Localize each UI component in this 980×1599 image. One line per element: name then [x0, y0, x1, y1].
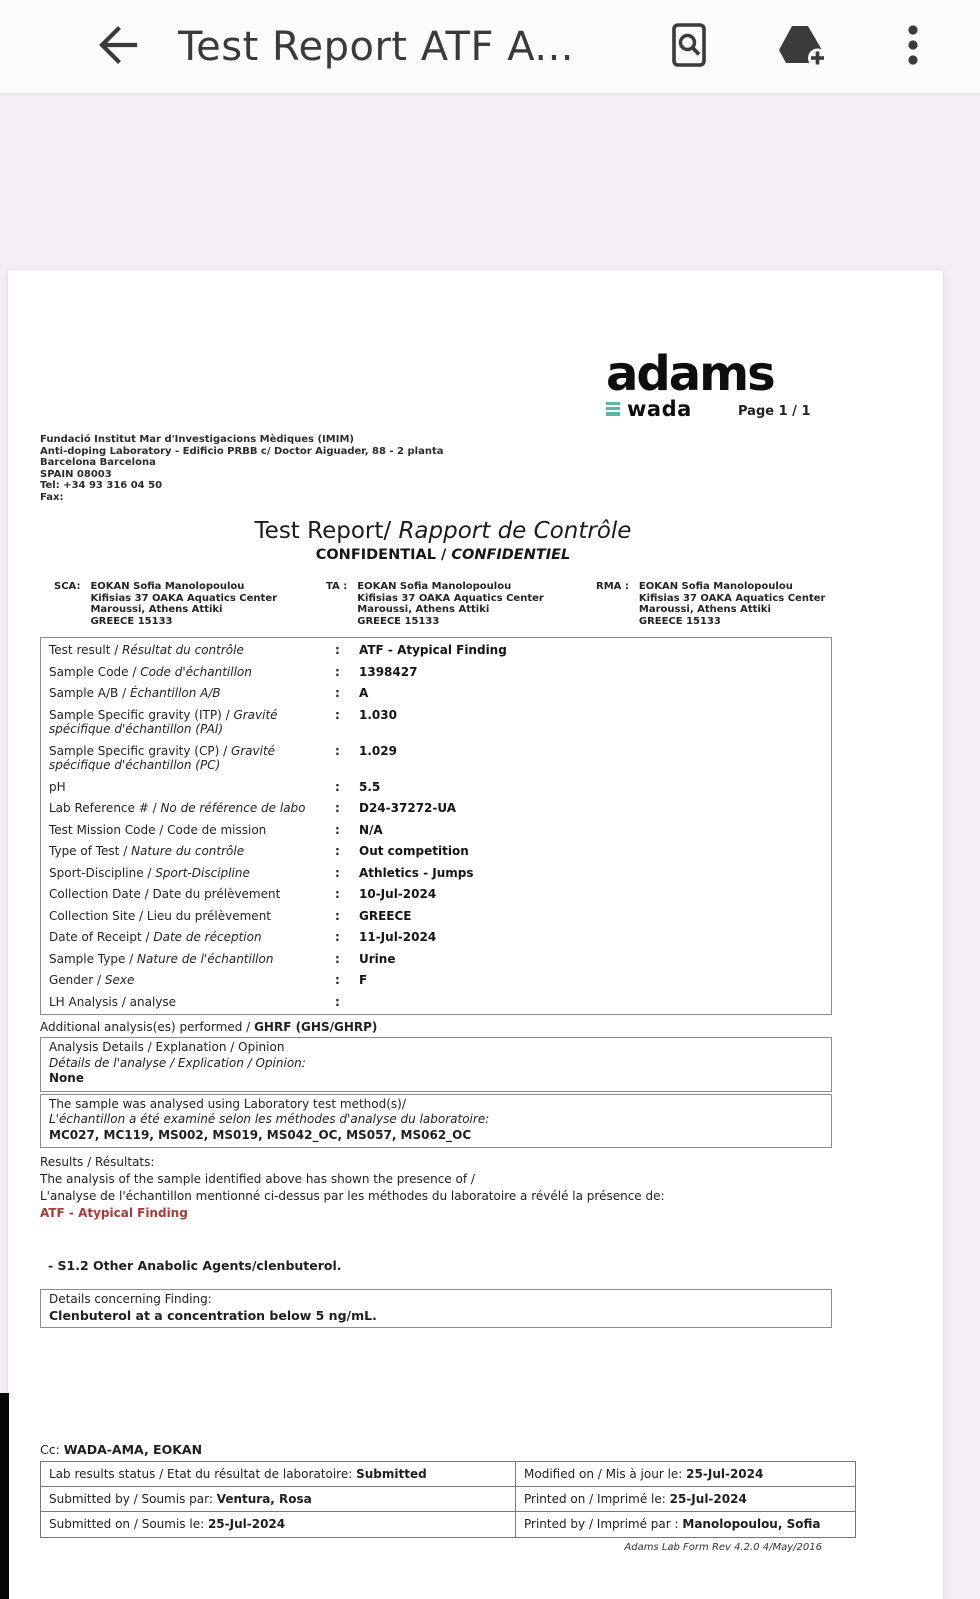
row-label: Sample A/B / Échantillon A/B: [49, 686, 221, 700]
status-table: [40, 1461, 856, 1538]
results-heading: Results / Résultats:: [40, 1155, 155, 1169]
row-label: Lab Reference # / No de référence de labo: [49, 801, 306, 815]
recipient-address-line: EOKAN Sofia Manolopoulou: [90, 581, 245, 592]
row-colon: :: [335, 664, 340, 679]
document-title: Test Report ATF A...: [178, 23, 575, 70]
status-label: Submitted on / Soumis le:: [49, 1517, 208, 1531]
recipient-address-line: EOKAN Sofia Manolopoulou: [357, 581, 512, 592]
row-value: 5.5: [359, 779, 381, 794]
lab-address-line: SPAIN 08003: [40, 468, 112, 480]
row-colon: :: [335, 994, 340, 1009]
recipient-address-line: Maroussi, Athens Attiki: [90, 604, 223, 615]
table-row: [41, 798, 831, 819]
recipient-address-line: EOKAN Sofia Manolopoulou: [638, 581, 793, 592]
row-label: Collection Site / Lieu du prélèvement: [49, 908, 272, 923]
row-colon: :: [335, 822, 340, 837]
row-colon: :: [335, 951, 340, 966]
recipient-ta: [326, 581, 544, 627]
table-row: [41, 884, 831, 905]
status-row: [41, 1487, 515, 1512]
lab-address-line: Anti-doping Laboratory - Edificio PRBB c/ Doctor Aiguader, 88 - 2 planta: [40, 445, 444, 457]
row-colon: :: [335, 844, 340, 858]
recipient-address-line: Kifisias 37 OAKA Aquatics Center: [90, 592, 278, 604]
status-value: Ventura, Rosa: [216, 1492, 312, 1506]
recipient-address-line: GREECE 15133: [90, 615, 173, 627]
left-black-strip: [0, 1393, 9, 1599]
three-dot-menu-icon: [906, 21, 920, 73]
table-row: [41, 683, 831, 704]
recipient-role: TA :: [326, 581, 348, 592]
row-value: 1.029: [359, 743, 397, 758]
status-value: 25-Jul-2024: [207, 1517, 286, 1531]
confidential-line: CONFIDENTIAL / CONFIDENTIEL: [315, 547, 571, 563]
report-title: Test Report/ Rapport de Contrôle: [254, 518, 632, 544]
row-colon: :: [335, 973, 340, 987]
lab-address-line: Barcelona Barcelona: [40, 457, 156, 468]
row-colon: :: [335, 779, 340, 794]
status-value: Submitted: [356, 1467, 427, 1481]
recipient-address-line: Kifisias 37 OAKA Aquatics Center: [357, 592, 544, 604]
row-label: Test result / Résultat du contrôle: [49, 643, 244, 657]
status-label: Printed by / Imprimé par :: [524, 1517, 683, 1531]
recipient-sca: [54, 581, 277, 627]
recipient-address: [357, 581, 544, 627]
row-value: 1.030: [359, 707, 397, 722]
status-table-left-column: [41, 1462, 516, 1537]
row-colon: :: [335, 743, 340, 758]
row-colon: :: [335, 643, 340, 657]
row-label: Test Mission Code / Code de mission: [49, 822, 267, 837]
row-value: 10-Jul-2024: [359, 887, 437, 901]
table-row: [41, 640, 831, 661]
row-label: Date of Receipt / Date de réception: [49, 930, 262, 944]
status-label: Lab results status / Etat du résultat de laboratoire:: [49, 1467, 357, 1481]
lab-address-line: Fundació Institut Mar d'Investigacions Mèdiques (IMIM): [40, 434, 354, 445]
pdf-page: [8, 270, 943, 1599]
table-row: [41, 949, 831, 970]
recipient-role: SCA:: [54, 581, 81, 592]
row-colon: :: [335, 887, 340, 901]
lab-address-line: Tel: +34 93 316 04 50: [40, 480, 163, 491]
row-value: 1398427: [359, 664, 418, 679]
recipient-address-line: Maroussi, Athens Attiki: [357, 604, 490, 615]
recipient-address-line: GREECE 15133: [357, 615, 440, 627]
form-footer: Adams Lab Form Rev 4.2.0 4/May/2016: [624, 1542, 822, 1553]
page-indicator: Page 1 / 1: [738, 404, 811, 419]
row-colon: :: [335, 908, 340, 923]
add-to-drive-button[interactable]: [776, 22, 826, 72]
row-value: A: [359, 686, 369, 700]
drive-add-icon: [776, 21, 826, 73]
status-row: [516, 1487, 855, 1512]
row-value: Out competition: [359, 844, 469, 858]
table-row: [41, 705, 831, 740]
table-row: [41, 662, 831, 683]
recipient-role: RMA :: [596, 581, 629, 592]
row-value: N/A: [359, 822, 383, 837]
recipient-address-line: Kifisias 37 OAKA Aquatics Center: [638, 592, 826, 604]
row-label: pH: [49, 779, 66, 794]
recipient-address-line: Maroussi, Athens Attiki: [638, 604, 771, 615]
row-value: F: [359, 973, 368, 987]
back-arrow-icon: [93, 21, 141, 73]
row-value: D24-37272-UA: [359, 801, 457, 815]
row-colon: :: [335, 865, 340, 880]
sample-details-table: [40, 637, 832, 1015]
status-label: Modified on / Mis à jour le:: [524, 1467, 687, 1481]
table-row: [41, 906, 831, 927]
row-value: Athletics - Jumps: [359, 865, 474, 880]
recipient-address: [639, 581, 826, 627]
substance-line: - S1.2 Other Anabolic Agents/clenbuterol.: [48, 1258, 342, 1273]
overflow-menu-button[interactable]: [888, 22, 938, 72]
row-label: Sample Code / Code d'échantillon: [49, 664, 252, 679]
table-row: [41, 863, 831, 884]
lab-address-line: Fax:: [40, 491, 64, 503]
find-in-document-button[interactable]: [664, 22, 714, 72]
table-row: [41, 777, 831, 798]
lab-address: [40, 434, 443, 503]
row-label: Sample Type / Nature de l'échantillon: [49, 951, 274, 966]
recipient-address: [90, 581, 277, 627]
atypical-finding-text: ATF - Atypical Finding: [40, 1206, 188, 1220]
finding-details-box: Details concerning Finding: Clenbuterol at a concentration below 5 ng/mL.: [40, 1289, 832, 1328]
table-row: [41, 741, 831, 776]
status-row: [41, 1462, 515, 1487]
back-button[interactable]: [92, 22, 142, 72]
status-value: 25-Jul-2024: [686, 1467, 764, 1481]
row-value: 11-Jul-2024: [359, 930, 437, 944]
row-colon: :: [335, 930, 340, 944]
row-colon: :: [335, 801, 340, 815]
document-content: [8, 270, 943, 1599]
row-colon: :: [335, 686, 340, 700]
adams-wordmark: adams: [606, 346, 774, 402]
status-label: Printed on / Imprimé le:: [524, 1492, 670, 1506]
row-label: Sport-Discipline / Sport-Discipline: [49, 865, 250, 880]
cc-line: Cc: WADA-AMA, EOKAN: [40, 1442, 203, 1457]
wada-square-icon: [606, 402, 620, 416]
status-value: 25-Jul-2024: [669, 1492, 747, 1506]
table-row: [41, 927, 831, 948]
row-value: Urine: [359, 951, 396, 966]
adams-logo: [606, 346, 846, 421]
wada-logo: wada: [606, 397, 846, 421]
status-label: Submitted by / Soumis par:: [49, 1492, 217, 1506]
recipient-rma: [596, 581, 825, 627]
report-title-block: [28, 518, 858, 563]
row-colon: :: [335, 707, 340, 722]
status-value: Manolopoulou, Sofia: [682, 1517, 821, 1531]
row-label: LH Analysis / analyse: [49, 994, 177, 1009]
table-row: [41, 970, 831, 991]
status-row: [41, 1512, 515, 1537]
status-row: [516, 1512, 855, 1537]
row-value: ATF - Atypical Finding: [359, 643, 507, 657]
results-section: Results / Résultats: The analysis of the sample identified above has shown the presence of / L'analyse de l'échantillon mentionné ci-dessus par les méthodes du laboratoire a révélé la présence de: ATF - Atypical Finding: [40, 1154, 860, 1222]
table-row: [41, 992, 831, 1013]
status-row: [516, 1462, 855, 1487]
row-value: GREECE: [359, 908, 412, 923]
recipient-address-line: GREECE 15133: [638, 615, 721, 627]
app-bar: [0, 0, 980, 95]
table-row: [41, 820, 831, 841]
row-label: Type of Test / Nature du contrôle: [49, 844, 245, 858]
status-table-right-column: [516, 1462, 855, 1537]
row-label: Sample Specific gravity (CP) / Gravité spécifique d'échantillon (PC): [49, 743, 276, 772]
row-label: Gender / Sexe: [49, 973, 135, 987]
additional-analysis-line: Additional analysis(es) performed / GHRF (GHS/GHRP): [40, 1020, 378, 1034]
row-label: Sample Specific gravity (ITP) / Gravité spécifique d'échantillon (PAI): [49, 707, 278, 736]
row-label: Collection Date / Date du prélèvement: [49, 887, 281, 901]
table-row: [41, 841, 831, 862]
find-in-page-icon: [665, 21, 713, 73]
analysis-details-box: Analysis Details / Explanation / Opinion Détails de l'analyse / Explication / Opinion: None: [40, 1037, 832, 1092]
methods-box: The sample was analysed using Laboratory test method(s)/ L'échantillon a été examiné selon les méthodes d'analyse du laboratoire: MC027, MC119, MS002, MS019, MS042_OC, MS057, MS062_OC: [40, 1094, 832, 1149]
